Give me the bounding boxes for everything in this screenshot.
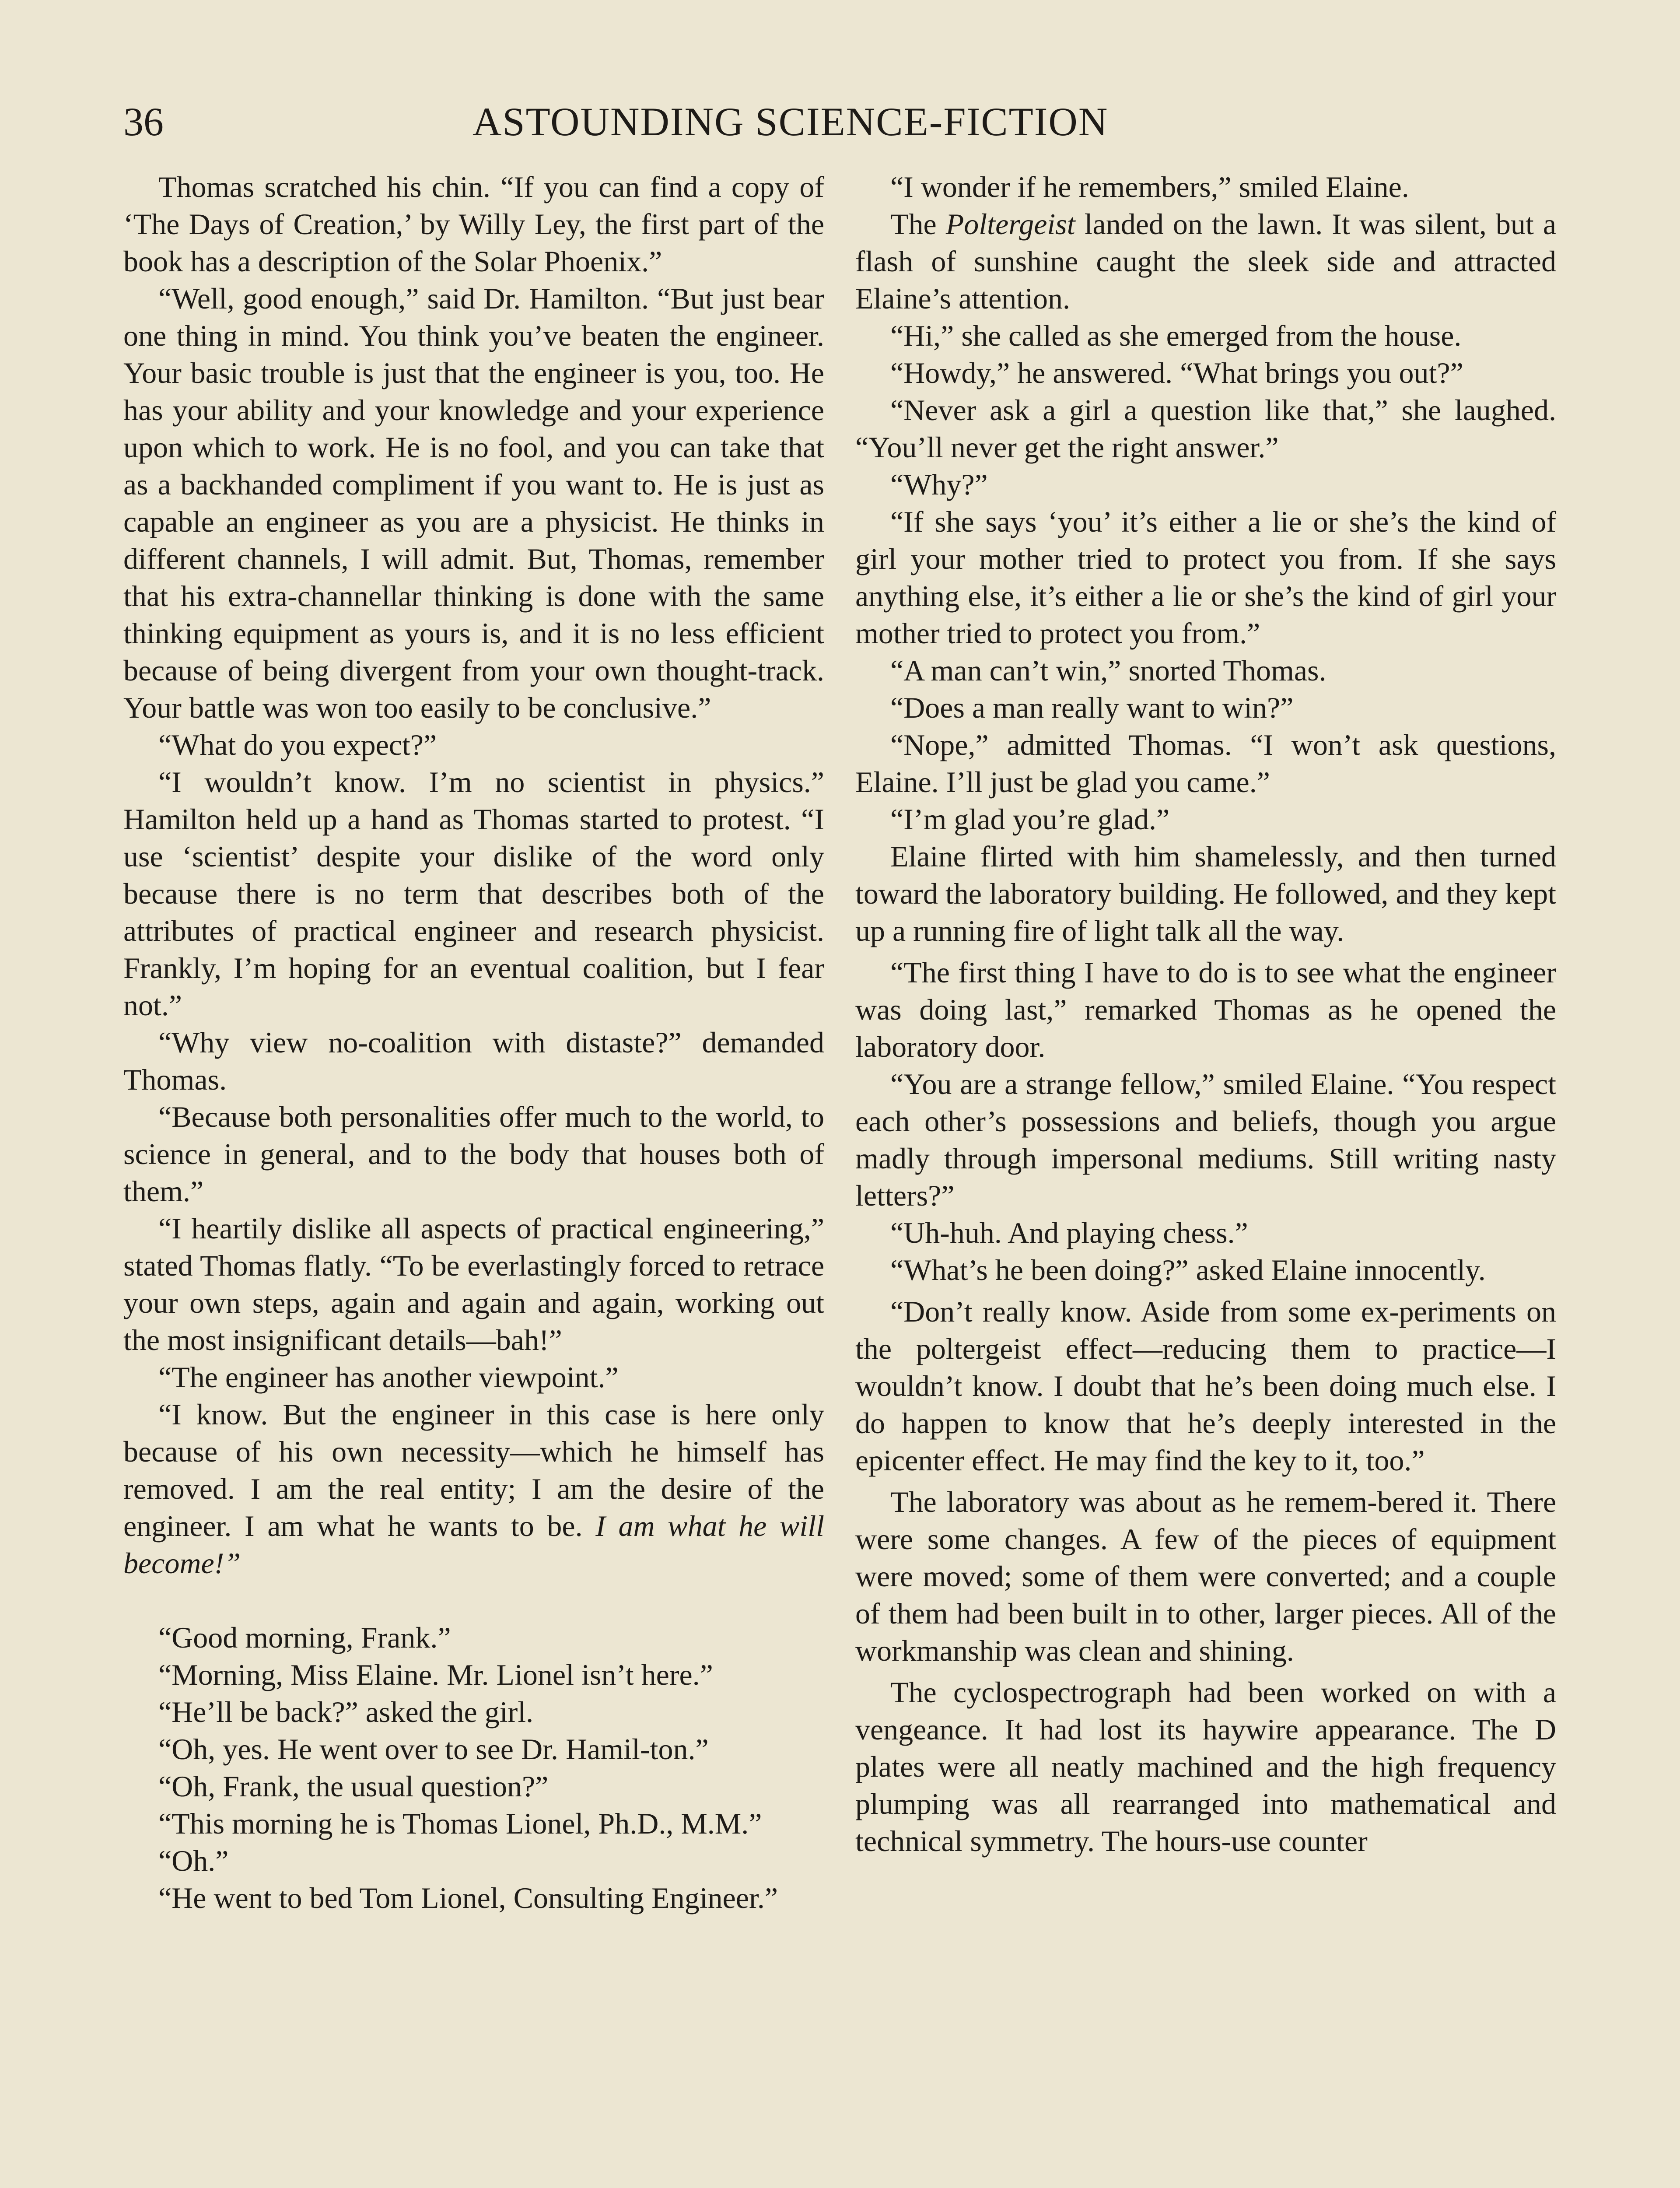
paragraph: “Nope,” admitted Thomas. “I won’t ask questions, Elaine. I’ll just be glad you came.” — [855, 728, 1556, 799]
paragraph: “The first thing I have to do is to see what the engineer was doing last,” remarked Thomas as he opened the laboratory door. — [855, 956, 1556, 1063]
left-column — [123, 168, 824, 1917]
paragraph: “Howdy,” he answered. “What brings you out?” — [890, 356, 1463, 389]
paragraph: “This morning he is Thomas Lionel, Ph.D., M.M.” — [158, 1807, 762, 1840]
paragraph: “Well, good enough,” said Dr. Hamilton. “But just bear one thing in mind. You think you’ve beaten the engineer. Your basic trouble is just that the engineer is you, too. He has your ability and your knowledge and your experience upon which to work. He is no fool, and you can take that as a backhanded compliment if you want to. He is just as capable an engineer as you are a physicist. He thinks in different channels, I will admit. But, Thomas, remember that his extra-channellar thinking is done with the same thinking equipment as yours is, and it is no less efficient because of being divergent from your own thought-track. Your battle was won too easily to be conclusive.” — [123, 282, 824, 724]
paragraph: “Because both personalities offer much to the world, to science in general, and to the body that houses both of them.” — [123, 1100, 824, 1208]
paragraph: “Uh-huh. And playing chess.” — [890, 1216, 1248, 1249]
paragraph: “Good morning, Frank.” — [158, 1621, 451, 1654]
italic-text: I am what he will become!” — [123, 1509, 824, 1580]
paragraph: “I’m glad you’re glad.” — [890, 803, 1170, 836]
paragraph: “The engineer has another viewpoint.” — [158, 1360, 619, 1394]
paragraph: “If she says ‘you’ it’s either a lie or she’s the kind of girl your mother tried to protect you from. If she says anything else, it’s either a lie or she’s the kind of girl your mother tried to protect you from.” — [855, 505, 1556, 650]
right-column — [855, 168, 1556, 1860]
paragraph: “Why?” — [890, 468, 988, 501]
paragraph: “Does a man really want to win?” — [890, 691, 1294, 724]
paragraph: “Hi,” she called as she emerged from the house. — [890, 319, 1462, 352]
paragraph: The cyclospectrograph had been worked on with a vengeance. It had lost its haywire appearance. The D plates were all neatly machined and the high frequency plumping was all rearranged into mathematical and technical symmetry. The hours-use counter — [855, 1676, 1556, 1858]
paragraph — [855, 206, 1556, 317]
paragraph: “He’ll be back?” asked the girl. — [158, 1695, 534, 1729]
paragraph: “I heartily dislike all aspects of practical engineering,” stated Thomas flatly. “To be everlastingly forced to retrace your own steps, again and again and again, working out the most insignificant details—bah!” — [123, 1212, 824, 1357]
paragraph: Thomas scratched his chin. “If you can find a copy of ‘The Days of Creation,’ by Willy Ley, the first part of the book has a description of the Solar Phoenix.” — [123, 170, 824, 278]
running-head: ASTOUNDING SCIENCE-FICTION — [472, 99, 1109, 144]
italic-text: Poltergeist — [945, 207, 1075, 241]
paragraph: “He went to bed Tom Lionel, Consulting Engineer.” — [158, 1881, 778, 1914]
paragraph — [123, 1396, 824, 1582]
paragraph: “Why view no-coalition with distaste?” demanded Thomas. — [123, 1026, 824, 1096]
paragraph: “You are a strange fellow,” smiled Elaine. “You respect each other’s possessions and beliefs, though you argue madly through impersonal mediums. Still writing nasty letters?” — [855, 1067, 1556, 1212]
paragraph: “Oh.” — [158, 1844, 229, 1877]
paragraph: “Oh, Frank, the usual question?” — [158, 1770, 549, 1803]
paragraph: “What’s he been doing?” asked Elaine innocently. — [890, 1253, 1486, 1287]
paragraph: “A man can’t win,” snorted Thomas. — [890, 654, 1326, 687]
paragraph: The laboratory was about as he remem-bered it. There were some changes. A few of the pieces of equipment were moved; some of them were converted; and a couple of them had been built in to other, larger pieces. All of the workmanship was clean and shining. — [855, 1485, 1556, 1667]
paragraph: “I wouldn’t know. I’m no scientist in physics.” Hamilton held up a hand as Thomas started to protest. “I use ‘scientist’ despite your dislike of the word only because there is no term that describes both of the attributes of practical engineer and research physicist. Frankly, I’m hoping for an eventual coalition, but I fear not.” — [123, 765, 824, 1022]
page-number: 36 — [123, 99, 164, 144]
paragraph: “Never ask a girl a question like that,” she laughed. “You’ll never get the right answer.” — [855, 393, 1556, 464]
paragraph: “Oh, yes. He went over to see Dr. Hamil-ton.” — [158, 1732, 709, 1766]
paragraph: “What do you expect?” — [158, 728, 437, 761]
paragraph-text: landed on the lawn. It was silent, but a flash of sunshine caught the sleek side and attracted Elaine’s attention. — [855, 207, 1557, 315]
paragraph: Elaine flirted with him shamelessly, and then turned toward the laboratory building. He followed, and they kept up a running fire of light talk all the way. — [855, 840, 1556, 947]
paragraph: “Morning, Miss Elaine. Mr. Lionel isn’t here.” — [158, 1658, 713, 1691]
paragraph: “I wonder if he remembers,” smiled Elaine. — [890, 170, 1409, 203]
paragraph-text: “I know. But the engineer in this case is here only because of his own necessity—which he himself has removed. I am the real entity; I am the desire of the engineer. I am what he wants to be. — [123, 1398, 824, 1543]
paragraph: “Don’t really know. Aside from some ex-periments on the poltergeist effect—reducing them to practice—I wouldn’t know. I doubt that he’s been doing much else. I do happen to know that he’s deeply interested in the epicenter effect. He may find the key to it, too.” — [855, 1295, 1556, 1477]
paragraph-text: The — [890, 207, 937, 241]
